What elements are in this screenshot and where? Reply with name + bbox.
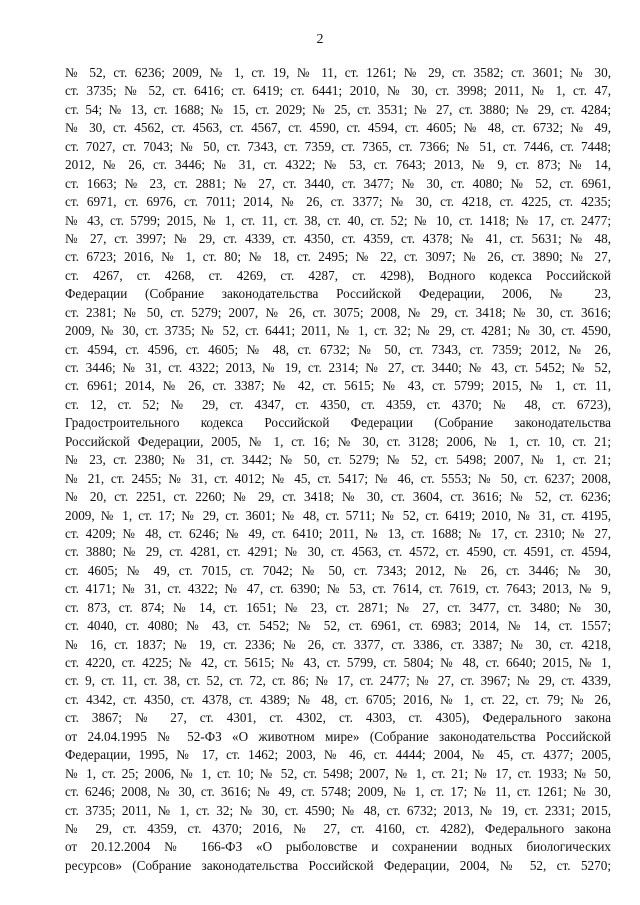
text-line: ст. 4605; № 49, ст. 7015, ст. 7042; № 50, ст. 7343; 2012, № 26, ст. 3446; № 30, bbox=[65, 562, 611, 578]
text-line: ст. 4220, ст. 4225; № 42, ст. 5615; № 43, ст. 5799, ст. 5804; № 48, ст. 6640; 2015, № 1, bbox=[65, 655, 611, 670]
text-line: ст. 1663; № 23, ст. 2881; № 27, ст. 3440, ст. 3477; № 30, ст. 4080; № 52, ст. 6961, bbox=[65, 175, 611, 191]
text-line: Российской Федерации, 2005, № 1, ст. 16; № 30, ст. 3128; 2006, № 1, ст. 10, ст. 21; bbox=[65, 433, 611, 449]
text-line: ст. 4171; № 31, ст. 4322; № 47, ст. 6390; № 53, ст. 7614, ст. 7619, ст. 7643; 2013, № 9, bbox=[65, 581, 611, 597]
text-line: Федерации (Собрание законодательства Российской Федерации, 2006, № 23, bbox=[65, 286, 611, 302]
text-line: № 27, ст. 3997; № 29, ст. 4339, ст. 4350, ст. 4359, ст. 4378; № 41, ст. 5631; № 48, bbox=[65, 230, 611, 246]
text-line: ст. 9, ст. 11, ст. 38, ст. 52, ст. 72, ст. 86; № 17, ст. 2477; № 27, ст. 3967; № 29, ст. 4339, bbox=[65, 673, 611, 689]
text-line: № 20, ст. 2251, ст. 2260; № 29, ст. 3418; № 30, ст. 3604, ст. 3616; № 52, ст. 6236; bbox=[65, 489, 611, 505]
text-line: ст. 3867; № 27, ст. 4301, ст. 4302, ст. 4303, ст. 4305), Федерального закона bbox=[65, 710, 611, 726]
text-line: ст. 4594, ст. 4596, ст. 4605; № 48, ст. 6732; № 50, ст. 7343, ст. 7359; 2012, № 26, bbox=[65, 341, 611, 357]
text-line: ресурсов» (Собрание законодательства Российской Федерации, 2004, № 52, ст. 5270; bbox=[65, 857, 611, 873]
text-line: Градостроительного кодекса Российской Федерации (Собрание законодательства bbox=[65, 415, 611, 431]
text-line: ст. 54; № 13, ст. 1688; № 15, ст. 2029; № 25, ст. 3531; № 27, ст. 3880; № 29, ст. 4284; bbox=[65, 101, 611, 117]
text-line: № 21, ст. 2455; № 31, ст. 4012; № 45, ст. 5417; № 46, ст. 5553; № 50, ст. 6237; 2008, bbox=[65, 470, 611, 486]
body-text bbox=[65, 64, 611, 875]
page-number: 2 bbox=[316, 32, 324, 47]
text-line: ст. 2381; № 50, ст. 5279; 2007, № 26, ст. 3075; 2008, № 29, ст. 3418; № 30, ст. 3616; bbox=[65, 304, 611, 320]
text-line: ст. 6971, ст. 6976, ст. 7011; 2014, № 26, ст. 3377; № 30, ст. 4218, ст. 4225, ст. 4235; bbox=[65, 194, 611, 210]
text-line: ст. 4209; № 48, ст. 6246; № 49, ст. 6410; 2011, № 13, ст. 1688; № 17, ст. 2310; № 27, bbox=[65, 525, 611, 541]
text-line: ст. 3446; № 31, ст. 4322; 2013, № 19, ст. 2314; № 27, ст. 3440; № 43, ст. 5452; № 52, bbox=[65, 360, 611, 375]
text-line: № 1, ст. 25; 2006, № 1, ст. 10; № 52, ст. 5498; 2007, № 1, ст. 21; № 17, ст. 1933; № 50, bbox=[65, 765, 611, 781]
text-line: ст. 873, ст. 874; № 14, ст. 1651; № 23, ст. 2871; № 27, ст. 3477, ст. 3480; № 30, bbox=[65, 599, 611, 615]
text-line: ст. 3735; № 52, ст. 6416; ст. 6419; ст. 6441; 2010, № 30, ст. 3998; 2011, № 1, ст. 47, bbox=[65, 83, 611, 99]
text-line: ст. 7027, ст. 7043; № 50, ст. 7343, ст. 7359, ст. 7365, ст. 7366; № 51, ст. 7446, ст. 7448; bbox=[65, 138, 611, 154]
text-line: ст. 4040, ст. 4080; № 43, ст. 5452; № 52, ст. 6961, ст. 6983; 2014, № 14, ст. 1557; bbox=[65, 618, 611, 634]
text-line: 2009, № 1, ст. 17; № 29, ст. 3601; № 48, ст. 5711; № 52, ст. 6419; 2010, № 31, ст. 4195, bbox=[65, 507, 611, 523]
text-line: ст. 6246; 2008, № 30, ст. 3616; № 49, ст. 5748; 2009, № 1, ст. 17; № 11, ст. 1261; № 30, bbox=[65, 784, 611, 800]
text-line: ст. 4267, ст. 4268, ст. 4269, ст. 4287, ст. 4298), Водного кодекса Российской bbox=[65, 267, 611, 283]
text-line: № 16, ст. 1837; № 19, ст. 2336; № 26, ст. 3377, ст. 3386, ст. 3387; № 30, ст. 4218, bbox=[65, 636, 611, 652]
text-line: № 29, ст. 4359, ст. 4370; 2016, № 27, ст. 4160, ст. 4282), Федерального закона bbox=[65, 820, 611, 836]
text-line: от 24.04.1995 № 52-ФЗ «О животном мире» (Собрание законодательства Российской bbox=[65, 728, 611, 744]
text-line: ст. 6723; 2016, № 1, ст. 80; № 18, ст. 2495; № 22, ст. 3097; № 26, ст. 3890; № 27, bbox=[65, 249, 611, 265]
text-line: № 43, ст. 5799; 2015, № 1, ст. 11, ст. 38, ст. 40, ст. 52; № 10, ст. 1418; № 17, ст. 2477; bbox=[65, 212, 611, 228]
text-line: ст. 12, ст. 52; № 29, ст. 4347, ст. 4350, ст. 4359, ст. 4370; № 48, ст. 6723), bbox=[65, 396, 611, 412]
text-line: от 20.12.2004 № 166-ФЗ «О рыболовстве и сохранении водных биологических bbox=[65, 839, 611, 855]
text-line: № 52, ст. 6236; 2009, № 1, ст. 19, № 11, ст. 1261; № 29, ст. 3582; ст. 3601; № 30, bbox=[65, 65, 611, 80]
text-line: № 30, ст. 4562, ст. 4563, ст. 4567, ст. 4590, ст. 4594, ст. 4605; № 48, ст. 6732; № 49, bbox=[65, 120, 611, 136]
text-line: ст. 6961; 2014, № 26, ст. 3387; № 42, ст. 5615; № 43, ст. 5799; 2015, № 1, ст. 11, bbox=[65, 378, 611, 394]
text-line: 2012, № 26, ст. 3446; № 31, ст. 4322; № 53, ст. 7643; 2013, № 9, ст. 873; № 14, bbox=[65, 157, 611, 173]
text-line: ст. 3880; № 29, ст. 4281, ст. 4291; № 30, ст. 4563, ст. 4572, ст. 4590, ст. 4591, ст. 4594, bbox=[65, 544, 611, 560]
text-line: ст. 3735; 2011, № 1, ст. 32; № 30, ст. 4590; № 48, ст. 6732; 2013, № 19, ст. 2331; 2015, bbox=[65, 802, 611, 818]
text-line: 2009, № 30, ст. 3735; № 52, ст. 6441; 2011, № 1, ст. 32; № 29, ст. 4281; № 30, ст. 4590, bbox=[65, 323, 611, 339]
text-line: Федерации, 1995, № 17, ст. 1462; 2003, № 46, ст. 4444; 2004, № 45, ст. 4377; 2005, bbox=[65, 747, 611, 763]
text-line: № 23, ст. 2380; № 31, ст. 3442; № 50, ст. 5279; № 52, ст. 5498; 2007, № 1, ст. 21; bbox=[65, 452, 611, 468]
text-line: ст. 4342, ст. 4350, ст. 4378, ст. 4389; № 48, ст. 6705; 2016, № 1, ст. 22, ст. 79; № 26, bbox=[65, 691, 611, 707]
